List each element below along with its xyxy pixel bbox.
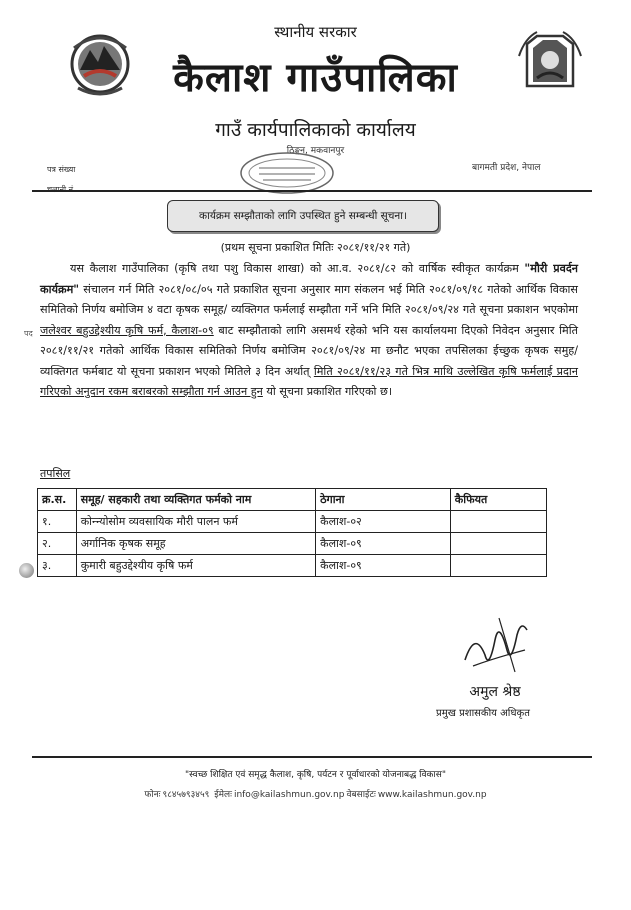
cell-name: कुमारी बहुउद्देश्यीय कृषि फर्म [76, 555, 315, 577]
cell-remarks [450, 555, 546, 577]
cell-address: कैलाश-०९ [316, 533, 451, 555]
website-label: वेबसाईटः [346, 790, 376, 800]
notice-paragraph [40, 259, 578, 403]
margin-mark: पद [24, 329, 33, 338]
beneficiary-table [37, 488, 547, 577]
notice-title: कार्यक्रम सम्झौताको लागि उपस्थित हुने सम्बन्धी सूचना। [167, 200, 439, 232]
body-segment: यो सूचना प्रकाशित गरिएको छ। [262, 385, 393, 398]
cell-name: अर्गानिक कृषक समूह [76, 533, 315, 555]
cell-remarks [450, 533, 546, 555]
body-segment: यस कैलाश गाउँपालिका (कृषि तथा पशु विकास शाखा) को आ.व. २०८१/८२ को वार्षिक स्वीकृत कार्यक्रम [70, 262, 525, 275]
office-address: ठिङ्गन, मकवानपुर [286, 146, 345, 156]
table-caption: तपसिल [40, 467, 71, 480]
signatory-title: प्रमुख प्रशासकीय अधिकृत [436, 708, 530, 719]
table-row [38, 555, 547, 577]
header-name: समूह/ सहकारी तथा व्यक्तिगत फर्मको नाम [76, 489, 315, 511]
office-subtitle: गाउँ कार्यपालिकाको कार्यालय [215, 119, 416, 141]
notice-body [40, 259, 578, 403]
punch-hole [19, 563, 34, 578]
body-segment: संचालन गर्न मिति २०८१/०८/०५ गते प्रकाशित सूचना अनुसार माग संकलन भई मिति २०८१/०९/१८ गतेको आर्थिक विकास समितिको निर्णय बमोजिम ४ वटा कृषक समूह/ व्यक्तिगत फर्मलाई सम्झौता गर्ने भनि मिति २०८१/०९/२४ गते सूचना प्रकाशन भएकोमा [40, 282, 578, 316]
cell-sn: २. [38, 533, 77, 555]
table-header-row [38, 489, 547, 511]
body-segment: बाट सम्झौताको लागि असमर्थ रहेको भनि यस कार्यालयमा दिएको निवेदन अनुसार मिति २०८१/११/२१ गतेको आर्थिक विकास समितिको निर्णय बमोजिम २०८१/०९/२४ मा छनौट भएका तपसिलका ईच्छुक कृषक समुह/व्यक्तिगत फर्मबाट यो सूचना प्रकाशन भएको मितिले ३ दिन अर्थात् [40, 323, 578, 378]
government-line: स्थानीय सरकार [274, 23, 357, 41]
cell-address: कैलाश-०२ [316, 511, 451, 533]
cell-remarks [450, 511, 546, 533]
cell-name: कोन्न्योसोम व्यवसायिक मौरी पालन फर्म [76, 511, 315, 533]
ref-no-label: पत्र संख्या [47, 165, 76, 174]
province-label: बागमती प्रदेश, नेपाल [472, 163, 541, 173]
signature-icon [455, 610, 535, 680]
header-remarks: कैफियत [450, 489, 546, 511]
email-link[interactable]: info@kailashmun.gov.np [233, 790, 345, 800]
reference-block [47, 160, 76, 200]
cell-sn: १. [38, 511, 77, 533]
phone-label: फोनः [144, 790, 161, 800]
withdrawn-farm: जलेश्वर बहुउद्देश्यीय कृषि फर्म, कैलाश-०९ [40, 323, 214, 337]
publish-date: (प्रथम सूचना प्रकाशित मितिः २०८१/११/२१ गते) [220, 241, 411, 254]
cell-address: कैलाश-०९ [316, 555, 451, 577]
header-divider [32, 190, 592, 192]
footer-divider [32, 756, 592, 758]
website-link[interactable]: www.kailashmun.gov.np [377, 790, 487, 800]
phone-number: ९८४५७९३४५९ [162, 790, 210, 800]
header-sn: क्र.स. [38, 489, 77, 511]
table-row [38, 511, 547, 533]
cell-sn: ३. [38, 555, 77, 577]
deadline-text: मिति २०८१/११/२३ गते भित्र माथि उल्लेखित कृषि फर्मलाई प्रदान गरिएको अनुदान रकम बराबरको सम्झौता गर्न आउन हुन [40, 364, 578, 398]
table-row [38, 533, 547, 555]
header-address: ठेगाना [316, 489, 451, 511]
office-name: कैलाश गाउँपालिका [173, 55, 458, 101]
program-name: "मौरी प्रवर्दन कार्यक्रम" [40, 262, 578, 296]
signatory-name: अमुल श्रेष्ठ [469, 684, 521, 700]
footer-slogan: "स्वच्छ शिक्षित एवं समृद्ध कैलाश, कृषि, पर्यटन र पूर्वाधारको योजनाबद्ध विकास" [185, 770, 446, 780]
footer-contact [0, 787, 631, 800]
email-label: ईमेलः [214, 790, 232, 800]
